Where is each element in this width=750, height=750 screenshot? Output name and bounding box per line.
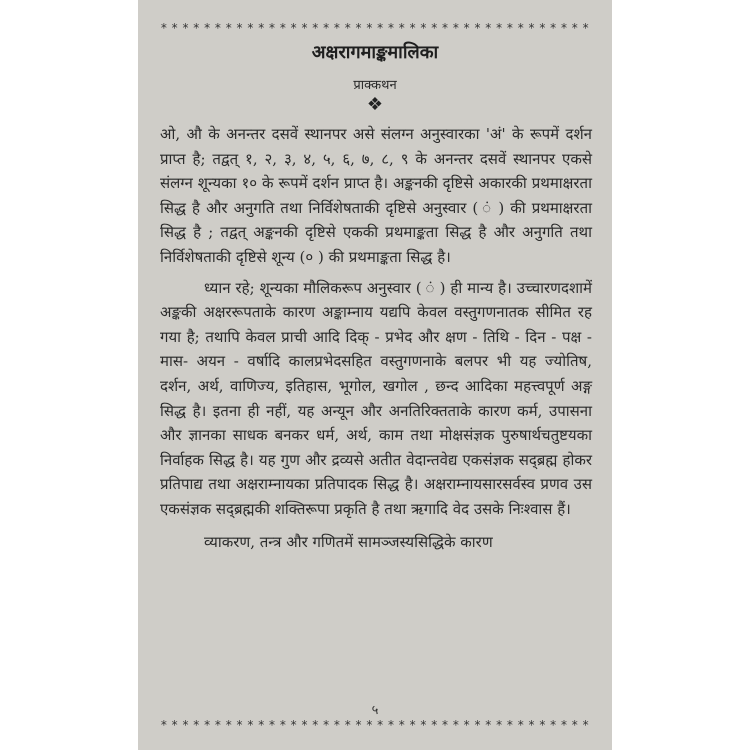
flower-ornament-icon: ❖ <box>366 94 384 115</box>
paragraph-1: ओ, औ के अनन्तर दसवें स्थानपर असे संलग्न अनुस्वारका 'अं' के रूपमें दर्शन प्राप्त है; तद्वत् १, २, ३, ४, ५, ६, ७, ८, ९ के अनन्तर दसवें स्थानपर एकसे संलग्न शून्यका १० के रूपमें दर्शन प्राप्त है। अङ्कनकी दृष्टिसे अकारकी प्रथमाक्षरता सिद्ध है और अनुगति तथा निर्विशेषताकी दृष्टिसे अनुस्वार ( ं ) की प्रथमाक्षरता सिद्ध है ; तद्वत् अङ्कनकी दृष्टिसे एककी प्रथमाङ्कता सिद्ध है और अनुगति तथा निर्विशेषताकी दृष्टिसे शून्य (० ) की प्रथमाङ्कता सिद्ध है। <box>160 125 592 266</box>
paragraph-2: ध्यान रहे; शून्यका मौलिकरूप अनुस्वार ( ं ) ही मान्य है। उच्चारणदशामें अङ्ककी अक्षररूपताके कारण अङ्काम्नाय यद्यपि केवल वस्तुगणनातक सीमित रह गया है; तथापि केवल प्राची आदि दिक् - प्रभेद और क्षण - तिथि - दिन - पक्ष - मास- अयन - वर्षादि कालप्रभेदसहित वस्तुगणनाके बलपर भी यह ज्योतिष, दर्शन, अर्थ, वाणिज्य, इतिहास, भूगोल, खगोल , छन्द आदिका महत्त्वपूर्ण अङ्ग सिद्ध है। इतना ही नहीं, यह अन्यून और अनतिरिक्तताके कारण कर्म, उपासना और ज्ञानका साधक बनकर धर्म, अर्थ, काम तथा मोक्षसंज्ञक पुरुषार्थचतुष्टयका निर्वाहक सिद्ध है। यह गुण और द्रव्यसे अतीत वेदान्तवेद्य एकसंज्ञक सद्ब्रह्म होकर प्रतिपाद्य तथा अक्षराम्नायका प्रतिपादक सिद्ध है। अक्षराम्नायसारसर्वस्व प्रणव उस एकसंज्ञक सद्ब्रह्मकी शक्तिरूपा प्रकृति है तथा ऋगादि वेद उसके निःश्वास हैं। <box>160 278 592 518</box>
book-page <box>138 0 612 750</box>
top-star-border: * * * * * * * * * * * * * * * * * * * * * * * * * * * * * * * * * * * * * * * * <box>160 21 590 35</box>
section-heading: प्राक्कथन <box>353 78 397 93</box>
bottom-star-border: * * * * * * * * * * * * * * * * * * * * * * * * * * * * * * * * * * * * * * * * <box>160 718 590 732</box>
page-number: ५ <box>371 703 379 718</box>
body-text <box>160 122 592 554</box>
paragraph-3: व्याकरण, तन्त्र और गणितमें सामञ्जस्यसिद्धिके कारण <box>204 532 493 551</box>
page-title: अक्षरागमाङ्कमालिका <box>311 42 439 63</box>
